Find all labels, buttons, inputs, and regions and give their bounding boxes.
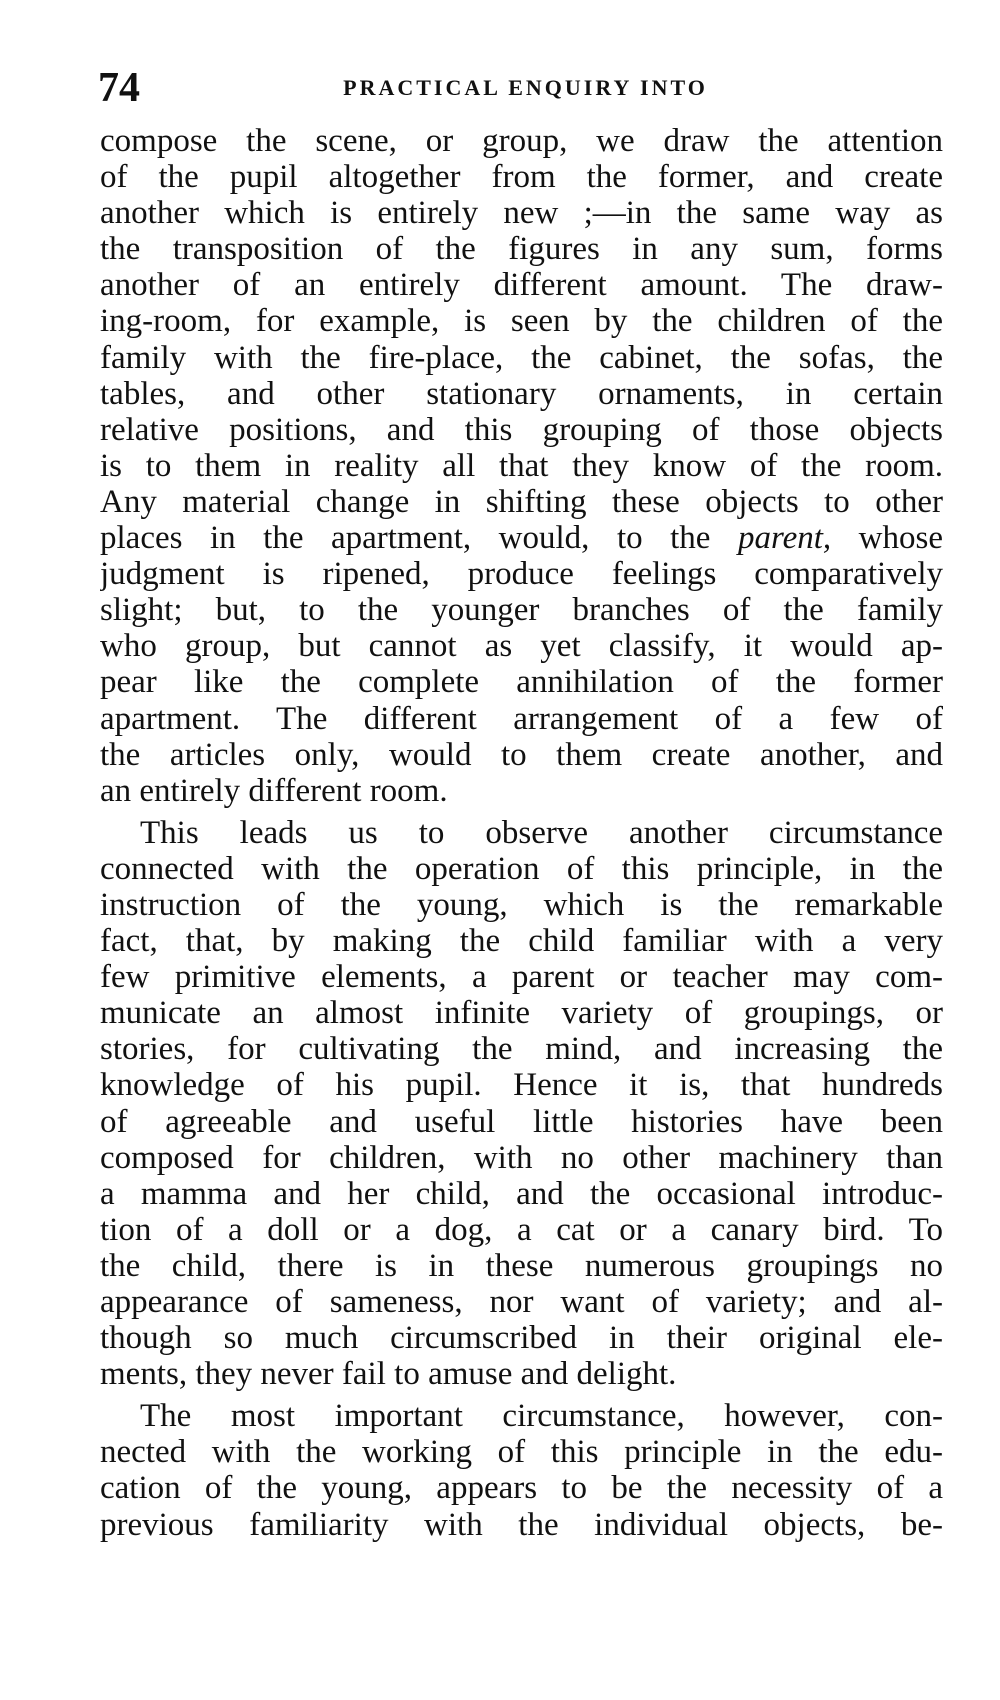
text-segment: whose [831,520,943,557]
text-line: instruction of the young, which is the remarkable [100,886,943,923]
text-line: few primitive elements, a parent or teacher may com- [100,959,943,996]
text-line: an entirely different room. [100,772,448,809]
text-line: of agreeable and useful little histories have been [100,1103,943,1140]
text-line: family with the fire-place, the cabinet, the sofas, the [100,339,943,376]
body-text [100,123,943,1543]
text-line: nected with the working of this principle in the edu- [100,1434,943,1471]
text-line: stories, for cultivating the mind, and increasing the [100,1031,943,1068]
text-line: ing-room, for example, is seen by the children of the [100,303,943,340]
text-line: Any material change in shifting these objects to other [100,483,943,520]
text-line: slight; but, to the younger branches of the family [100,592,943,629]
text-line: ments, they never fail to amuse and delight. [100,1356,677,1393]
running-title: PRACTICAL ENQUIRY INTO [343,75,708,100]
text-line: the articles only, would to them create another, and [100,736,943,773]
text-line: though so much circumscribed in their original ele- [100,1320,943,1357]
text-line: composed for children, with no other machinery than [100,1139,943,1176]
text-line [100,520,943,556]
page-number: 74 [98,65,140,111]
text-line: This leads us to observe another circumstance [140,814,943,851]
text-line: knowledge of his pupil. Hence it is, that hundreds [100,1067,943,1104]
text-line: compose the scene, or group, we draw the attention [100,123,943,159]
text-line: previous familiarity with the individual objects, be- [100,1506,943,1543]
text-line: who group, but cannot as yet classify, it would ap- [100,628,943,665]
text-line: connected with the operation of this principle, in the [100,850,943,887]
text-line: is to them in reality all that they know of the room. [100,447,943,484]
text-line: tables, and other stationary ornaments, in certain [100,375,943,412]
text-line: The most important circumstance, however, con- [140,1398,943,1435]
text-line: relative positions, and this grouping of those objects [100,411,943,448]
text-line: appearance of sameness, nor want of variety; and al- [100,1284,943,1320]
text-line: cation of the young, appears to be the necessity of a [100,1470,943,1507]
text-line: tion of a doll or a dog, a cat or a canary bird. To [100,1211,943,1248]
text-line: the child, there is in these numerous groupings no [100,1247,943,1284]
text-line: a mamma and her child, and the occasional introduc- [100,1175,943,1212]
text-line: of the pupil altogether from the former, and create [100,159,943,196]
text-line: fact, that, by making the child familiar with a very [100,923,943,960]
text-line: judgment is ripened, produce feelings comparatively [100,556,943,593]
text-line: apartment. The different arrangement of a few of [100,700,943,737]
text-line: municate an almost infinite variety of groupings, or [100,995,943,1032]
text-segment: places in the apartment, would, to the [100,520,738,557]
text-line: another which is entirely new ;—in the same way as [100,195,943,232]
text-line: pear like the complete annihilation of the former [100,664,943,701]
italic-word: parent, [737,520,832,557]
text-line: another of an entirely different amount. The draw- [100,267,943,304]
text-line: the transposition of the figures in any sum, forms [100,231,943,268]
running-head [98,58,943,118]
